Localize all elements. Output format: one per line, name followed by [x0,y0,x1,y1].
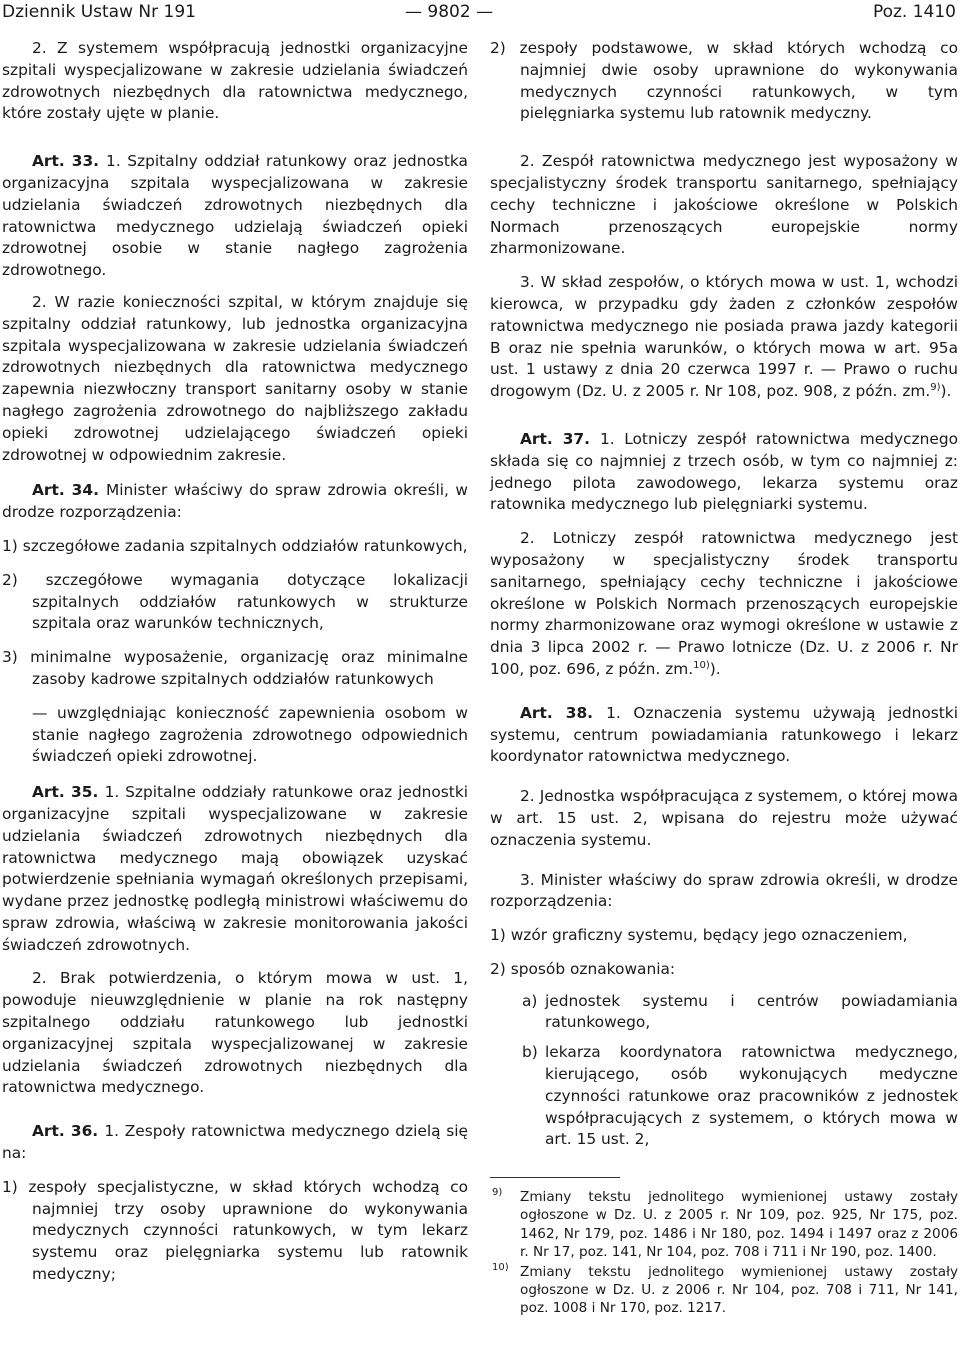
footnote-ref: 10) [693,659,710,671]
article-36-para-2: 2. Zespół ratownictwa medycznego jest wyposażony w specjalistyczny środek transportu sanitarnego, spełniający cechy techniczne i jakościowe określone w Polskich Normach przenoszących europejskie normy zharmonizowane. [490,152,958,258]
list-item: 3) minimalne wyposażenie, organizację oraz minimalne zasoby kadrowe szpitalnych oddziałów ratunkowych [2,648,468,688]
list-item: 1) wzór graficzny systemu, będący jego oznaczeniem, [490,926,908,945]
footnote: 9) Zmiany tekstu jednolitego wymienionej ustawy zostały ogłoszone w Dz. U. z 2005 r. Nr 109, poz. 925, Nr 175, poz. 1462, Nr 179, poz. 1486 i Nr 180, poz. 1494 i 1497 oraz z 2006 r. Nr 17, poz. 141, Nr 104, poz. 708 i 711 i Nr 190, poz. 1400. [492,1187,958,1260]
article-36-para-3: 3. W skład zespołów, o których mowa w ust. 1, wchodzi kierowca, w przypadku gdy żaden z członków zespołów ratownictwa medycznego nie posiada prawa jazdy kategorii B oraz nie spełnia warunków, o których mowa w art. 95a ust. 1 ustawy z dnia 20 czerwca 1997 r. — Prawo o ruchu drogowym (Dz. U. z 2005 r. Nr 108, poz. 908, z późn. zm.$^{9)}$). [490,273,958,401]
list-item: 1) zespoły specjalistyczne, w skład których wchodzą co najmniej trzy osoby uprawnione do wykonywania medycznych czynności ratunkowych, w tym lekarz systemu oraz pielęgniarka systemu lub ratownik medyczny; [2,1177,468,1284]
list-item: 1) szczegółowe zadania szpitalnych oddziałów ratunkowych, [2,536,468,555]
list-item: 2) sposób oznakowania: [490,959,676,978]
page-number: — 9802 — [405,2,494,22]
article-heading: Art. 35. [32,783,105,802]
footnote: 10) Zmiany tekstu jednolitego wymienionej ustawy zostały ogłoszone w Dz. U. z 2006 r. Nr 104, poz. 708 i 711, Nr 141, poz. 1008 i Nr 170, poz. 1217. [492,1262,958,1317]
right-column [490,38,958,1318]
left-column [2,38,468,1286]
article-36-para-1: Art. 36. 1. Zespoły ratownictwa medycznego dzielą się na: [2,1122,469,1163]
article-35-para-1: Art. 35. 1. Szpitalne oddziały ratunkowe oraz jednostki organizacyjne szpitali wyspecjalizowane w zakresie udzielania świadczeń zdrowotnych niezbędnych dla ratownictwa medycznego mają obowiązek uzyskać potwierdzenie spełniania wymagań określonych przepisami, wydane przez jednostkę podległą ministrowi właściwemu do spraw zdrowia, właściwą w zakresie monitorowania jakości świadczeń zdrowotnych. [2,783,469,954]
article-34-para-1: Art. 34. Minister właściwy do spraw zdrowia określi, w drodze rozporządzenia: [2,481,469,522]
article-38-para-1: Art. 38. 1. Oznaczenia systemu używają jednostki systemu, centrum powiadamiania ratunkowego i lekarz koordynator ratownictwa medycznego. [490,703,958,766]
footnote-divider [490,1177,620,1178]
article-heading: Art. 38. [520,703,607,722]
article-33-para-1: Art. 33. 1. Szpitalny oddział ratunkowy oraz jednostka organizacyjna szpitala wyspecjalizowana w zakresie udzielania świadczeń zdrowotnych niezbędnych dla ratownictwa medycznego udzielają świadczeń opieki zdrowotnej osobie w stanie nagłego zagrożenia zdrowotnego. [2,152,468,280]
article-heading: Art. 36. [32,1122,105,1141]
article-heading: Art. 37. [520,429,600,448]
sub-list-item: a) jednostek systemu i centrów powiadamiania ratunkowego, [522,991,958,1032]
article-38-para-2: 2. Jednostka współpracująca z systemem, o której mowa w art. 15 ust. 2, wpisana do rejestru może używać oznaczenia systemu. [490,787,958,849]
page-header [0,0,960,30]
article-38-para-3: 3. Minister właściwy do spraw zdrowia określi, w drodze rozporządzenia: [490,870,958,911]
article-33-para-2: 2. W razie konieczności szpital, w którym znajduje się szpitalny oddział ratunkowy, lub jednostka organizacyjna szpitala wyspecjalizowana w zakresie udzielania świadczeń zdrowotnych niezbędnych dla ratownictwa medycznego zapewnia niezwłoczny transport sanitarny osoby w stanie nagłego zagrożenia zdrowotnego do najbliższego zakładu opieki zdrowotnej udzielającego świadczeń opieki zdrowotnej w odpowiednim zakresie. [2,292,468,464]
footnote-ref: 9) [930,382,941,394]
journal-title: Dziennik Ustaw Nr 191 [2,2,196,22]
list-item: 2) zespoły podstawowe, w skład których wchodzą co najmniej dwie osoby uprawnione do wykonywania medycznych czynności ratunkowych, w tym pielęgniarka systemu lub ratownik medyczny. [490,39,958,123]
article-35-para-2: 2. Brak potwierdzenia, o którym mowa w ust. 1, powoduje nieuwzględnienie w planie na rok następny szpitalnego oddziału ratunkowego lub jednostki organizacyjnej szpitala wyspecjalizowanej w zakresie udzielania świadczeń zdrowotnych niezbędnych dla ratownictwa medycznego. [2,969,468,1097]
article-37-para-2: 2. Lotniczy zespół ratownictwa medycznego jest wyposażony w specjalistyczny środek transportu sanitarnego, spełniający cechy techniczne i jakościowe określone w Polskich Normach przenoszących europejskie normy zharmonizowane oraz wymogi określone w ustawie z dnia 3 lipca 2002 r. — Prawo lotnicze (Dz. U. z 2006 r. Nr 100, poz. 696, z późn. zm.$^{10)}$). [490,529,958,678]
article-37-para-1: Art. 37. 1. Lotniczy zespół ratownictwa medycznego składa się co najmniej z trzech osób, w tym co najmniej z: jednego pilota zawodowego, lekarza systemu oraz ratownika medycznego lub pielęgniarki systemu. [490,429,959,514]
sub-list-item: b) lekarza koordynatora ratownictwa medycznego, kierującego, osób wykonujących medyczne czynności ratunkowe oraz pracowników z jednostek współpracujących z systemem, o których mowa w art. 15 ust. 2, [522,1043,958,1149]
article-heading: Art. 33. [32,152,107,171]
position-number: Poz. 1410 [872,2,956,22]
paragraph: 2. Z systemem współpracują jednostki organizacyjne szpitali wyspecjalizowane w zakresie udzielania świadczeń zdrowotnych niezbędnych dla ratownictwa medycznego, które zostały ujęte w planie. [2,39,468,123]
article-heading: Art. 34. [32,481,106,500]
dash-clause: — uwzględniając konieczność zapewnienia osobom w stanie nagłego zagrożenia zdrowotnego odpowiednich świadczeń opieki zdrowotnej. [32,703,468,766]
list-item: 2) szczegółowe wymagania dotyczące lokalizacji szpitalnych oddziałów ratunkowych w strukturze szpitala oraz warunków technicznych, [2,570,468,633]
